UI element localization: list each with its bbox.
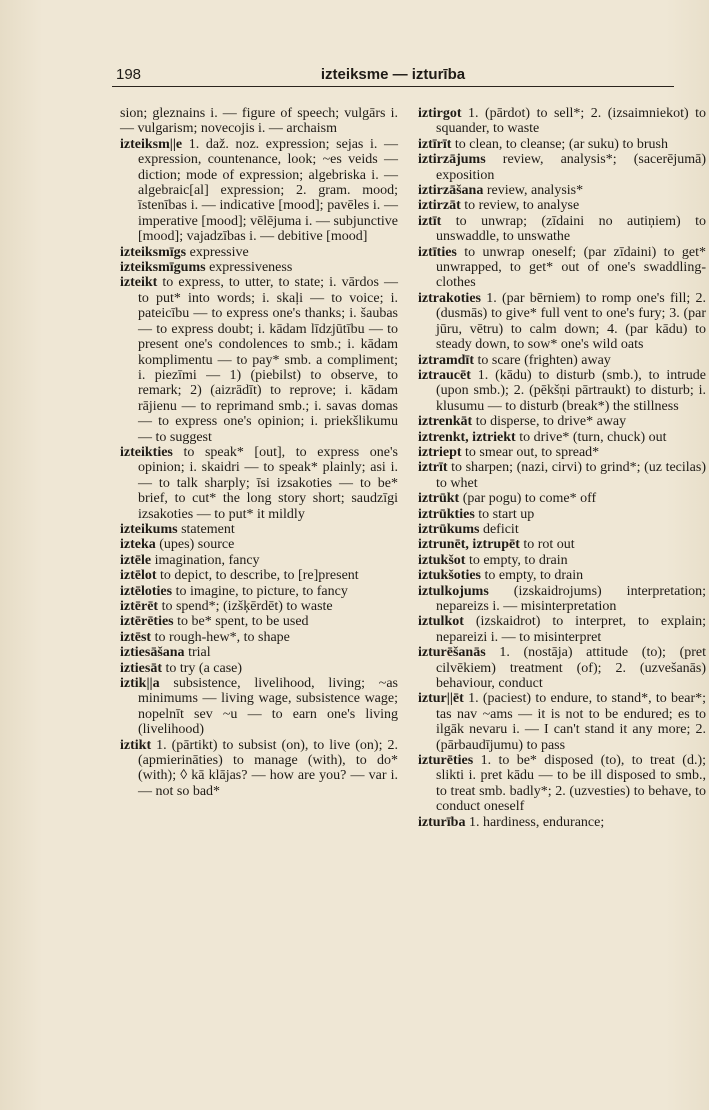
dictionary-entry	[120, 614, 398, 629]
dictionary-entry	[120, 568, 398, 583]
entry-headword: iztulkot	[418, 614, 464, 630]
entry-headword: iztukšot	[418, 552, 466, 568]
dictionary-entry	[418, 368, 706, 414]
dictionary-entry	[120, 106, 398, 137]
entry-definition: to rough-hew*, to shape	[151, 629, 290, 645]
dictionary-entry	[120, 630, 398, 645]
entry-definition: deficit	[479, 521, 519, 537]
running-head: izteiksme — izturība	[320, 66, 466, 83]
dictionary-entry	[120, 676, 398, 738]
entry-headword: iztik||a	[120, 676, 160, 692]
entry-definition: to be* spent, to be used	[173, 614, 309, 630]
entry-definition: to start up	[474, 506, 535, 522]
dictionary-entry	[418, 137, 706, 152]
dictionary-entry	[418, 553, 706, 568]
entry-headword: iztīt	[418, 213, 442, 229]
entry-headword: iztēle	[120, 552, 152, 568]
dictionary-entry	[418, 152, 706, 183]
dictionary-entry	[120, 645, 398, 660]
dictionary-entry	[418, 445, 706, 460]
dictionary-entry	[418, 460, 706, 491]
entry-definition: (izskaidrot) to interpret, to explain; nepareizi i. — to misinterpret	[436, 614, 706, 645]
entry-headword: iztrenkt, iztriekt	[418, 429, 516, 445]
entry-headword: iztriept	[418, 444, 462, 460]
entry-headword: iztēst	[120, 629, 152, 645]
entry-headword: iztēloties	[120, 583, 173, 599]
entry-definition: to disperse, to drive* away	[472, 414, 627, 430]
entry-headword: iztiesāšana	[120, 645, 185, 661]
entry-definition: statement	[177, 521, 235, 537]
entry-definition: to review, to analyse	[460, 198, 580, 214]
entry-definition: review, analysis*; (sacerējumā) exposition	[436, 152, 706, 183]
entry-headword: izturēšanās	[418, 645, 486, 661]
dictionary-entry	[120, 738, 398, 800]
entry-headword: izteiksmīgums	[120, 260, 206, 276]
entry-headword: iztrakoties	[418, 290, 481, 306]
entry-definition: 1. hardiness, endurance;	[465, 814, 605, 830]
entry-definition: to smear out, to spread*	[461, 444, 600, 460]
entry-headword: izturēties	[418, 753, 474, 769]
dictionary-entry	[418, 214, 706, 245]
dictionary-entry	[120, 275, 398, 444]
entry-definition: (izskaidrojums) interpretation; nepareizs i. — misinterpretation	[436, 583, 706, 614]
entry-headword: izteikums	[120, 521, 178, 537]
entry-definition: to drive* (turn, chuck) out	[515, 429, 667, 445]
dictionary-entry	[418, 414, 706, 429]
entry-headword: iztulkojums	[418, 583, 489, 599]
entry-definition: expressive	[186, 244, 249, 260]
entry-headword: izteiksm||e	[120, 136, 183, 152]
entry-definition: to try (a case)	[161, 660, 243, 676]
entry-definition: to express, to utter, to state; i. vārdos — to put* into words; i. skaļi — to voice; i. pateicību — to express one's thanks; i. šaubas — to express doubt; i. kādam līdzjūtību — to present one's condolences to smb.; i. kādam komplimentu — to pay* smb. a compliment; i. piezīmi — 1) (piebilst) to observe, to remark; 2) (aizrādīt) to reprove; i. kādam rājienu — to reprimand smb.; i. savas domas — to express one's opinion; i. priekšlikumu — to suggest	[138, 275, 398, 445]
entry-headword: izteka	[120, 537, 156, 553]
entry-definition: subsistence, livelihood, living; ~as minimums — living wage, subsistence wage; nopelnīt sev ~u — to earn one's living (livelihood)	[138, 676, 398, 738]
entry-definition: 1. to be* disposed (to), to treat (d.); slikti i. pret kādu — to be ill disposed to smb., to treat smb. badly*; 2. (uzvesties) to behave, to conduct oneself	[436, 753, 706, 815]
entry-headword: iztīrīt	[418, 136, 452, 152]
entry-definition: 1. (paciest) to endure, to stand*, to bear*; tas nav ~ams — it is not to be endured; es to ilgāk nevaru i. — I can't stand it any more; 2. (pārbaudījumu) to pass	[436, 691, 706, 753]
entry-headword: iztēlot	[120, 568, 157, 584]
entry-definition: to empty, to drain	[481, 568, 584, 584]
dictionary-entry	[418, 183, 706, 198]
entry-headword: iztirzājums	[418, 152, 486, 168]
entry-headword: iztikt	[120, 737, 152, 753]
entry-headword: izteikties	[120, 444, 173, 460]
left-column	[120, 106, 398, 799]
entry-definition: expressiveness	[205, 260, 293, 276]
dictionary-entry	[418, 691, 706, 753]
dictionary-entry	[418, 753, 706, 815]
entry-definition: to speak* [out], to express one's opinion; i. skaidri — to speak* plainly; asi i. — to talk sharply; īsi izsakoties — to be* brief, to cut* the long story short; saudzīgi izsakoties — to put* it mildly	[138, 444, 398, 522]
right-column	[418, 106, 706, 830]
entry-definition: to unwrap oneself; (par zīdaini) to get* unwrapped, to get* out of one's swaddling-clothes	[436, 244, 706, 291]
entry-headword: iztīties	[418, 244, 457, 260]
dictionary-entry	[120, 445, 398, 522]
entry-headword: iztrūkums	[418, 521, 480, 537]
dictionary-entry	[120, 137, 398, 245]
dictionary-entry	[418, 507, 706, 522]
dictionary-entry	[418, 291, 706, 353]
dictionary-entry	[120, 260, 398, 275]
entry-headword: izturība	[418, 814, 466, 830]
dictionary-entry	[120, 661, 398, 676]
dictionary-entry	[418, 430, 706, 445]
entry-definition: 1. (pārdot) to sell*; 2. (izsaimniekot) to squander, to waste	[436, 106, 706, 137]
page-number: 198	[116, 66, 142, 83]
entry-definition: to depict, to describe, to [re]present	[156, 568, 359, 584]
entry-headword: iztur||ēt	[418, 691, 464, 707]
entry-definition: to sharpen; (nazi, cirvi) to grind*; (uz tecilas) to whet	[436, 460, 706, 491]
dictionary-entry	[120, 599, 398, 614]
entry-headword: iztraucēt	[418, 367, 471, 383]
entry-definition: trial	[184, 645, 211, 661]
entry-definition: sion; gleznains i. — figure of speech; vulgārs i. — vulgarism; novecojis i. — archaism	[120, 106, 398, 137]
entry-definition: 1. (nostāja) attitude (to); (pret cilvēkiem) treatment (of); 2. (uzvešanās) behaviour, conduct	[436, 645, 706, 692]
entry-headword: iztirgot	[418, 106, 462, 121]
dictionary-entry	[418, 537, 706, 552]
dictionary-entry	[418, 353, 706, 368]
dictionary-entry	[120, 537, 398, 552]
entry-definition: review, analysis*	[483, 183, 584, 199]
entry-definition: to rot out	[519, 537, 575, 553]
entry-definition: to empty, to drain	[465, 552, 568, 568]
entry-headword: iztērēt	[120, 599, 159, 614]
dictionary-entry	[418, 815, 706, 830]
entry-definition: (upes) source	[155, 537, 235, 553]
dictionary-entry	[418, 614, 706, 645]
dictionary-entry	[120, 522, 398, 537]
dictionary-entry	[418, 491, 706, 506]
entry-headword: iztērēties	[120, 614, 174, 630]
entry-headword: izteikt	[120, 275, 158, 291]
dictionary-entry	[120, 584, 398, 599]
dictionary-entry	[418, 645, 706, 691]
entry-definition: to scare (frighten) away	[473, 352, 611, 368]
entry-definition: (par pogu) to come* off	[459, 491, 597, 507]
entry-definition: 1. (kādu) to disturb (smb.), to intrude (upon smb.); 2. (pēkšņi pārtraukt) to disturb; i. klusumu — to disturb (break*) the stillness	[436, 367, 706, 414]
entry-definition: to clean, to cleanse; (ar suku) to brush	[451, 136, 668, 152]
dictionary-entry	[418, 245, 706, 291]
entry-definition: 1. daž. noz. expression; sejas i. — expression, countenance, look; ~es veids — diction; mode of expression; algebriska i. — algebraic[al] expression; 2. gram. mood; īstenības i. — indicative [mood]; pavēles i. — imperative [mood]; vēlējuma i. — subjunctive [mood]; vajadzības i. — debitive [mood]	[138, 136, 398, 245]
entry-definition: 1. (par bērniem) to romp one's fill; 2. (dusmās) to give* full vent to one's fury; 3. (par jūru, vētru) to calm down; 4. (par kādu) to steady down, to sow* one's wild oats	[436, 290, 706, 353]
dictionary-entry	[120, 553, 398, 568]
entry-headword: iztrūkties	[418, 506, 475, 522]
entry-definition: to imagine, to picture, to fancy	[172, 583, 348, 599]
entry-definition: to unwrap; (zīdaini no autiņiem) to unswaddle, to unswathe	[436, 213, 706, 245]
entry-headword: iztrunēt, iztrupēt	[418, 537, 520, 553]
dictionary-entry	[418, 584, 706, 615]
entry-definition: imagination, fancy	[151, 552, 260, 568]
dictionary-entry	[418, 568, 706, 583]
page-header	[112, 60, 674, 87]
entry-headword: iztrūkt	[418, 491, 460, 507]
entry-headword: iztukšoties	[418, 568, 481, 584]
entry-headword: iztiesāt	[120, 660, 162, 676]
entry-headword: iztirzāšana	[418, 183, 484, 199]
entry-headword: iztirzāt	[418, 198, 461, 214]
entry-definition: to spend*; (izšķērdēt) to waste	[158, 599, 333, 614]
entry-headword: iztramdīt	[418, 352, 474, 368]
entry-headword: iztrīt	[418, 460, 448, 476]
entry-headword: izteiksmīgs	[120, 244, 187, 260]
dictionary-entry	[418, 198, 706, 213]
dictionary-entry	[418, 106, 706, 137]
dictionary-entry	[418, 522, 706, 537]
entry-definition: 1. (pārtikt) to subsist (on), to live (on); 2. (apmierināties) to manage (with), to do* (with); ◊ kā klājas? — how are you? — var i. — not so bad*	[138, 737, 398, 799]
dictionary-entry	[120, 245, 398, 260]
entry-headword: iztrenkāt	[418, 414, 473, 430]
